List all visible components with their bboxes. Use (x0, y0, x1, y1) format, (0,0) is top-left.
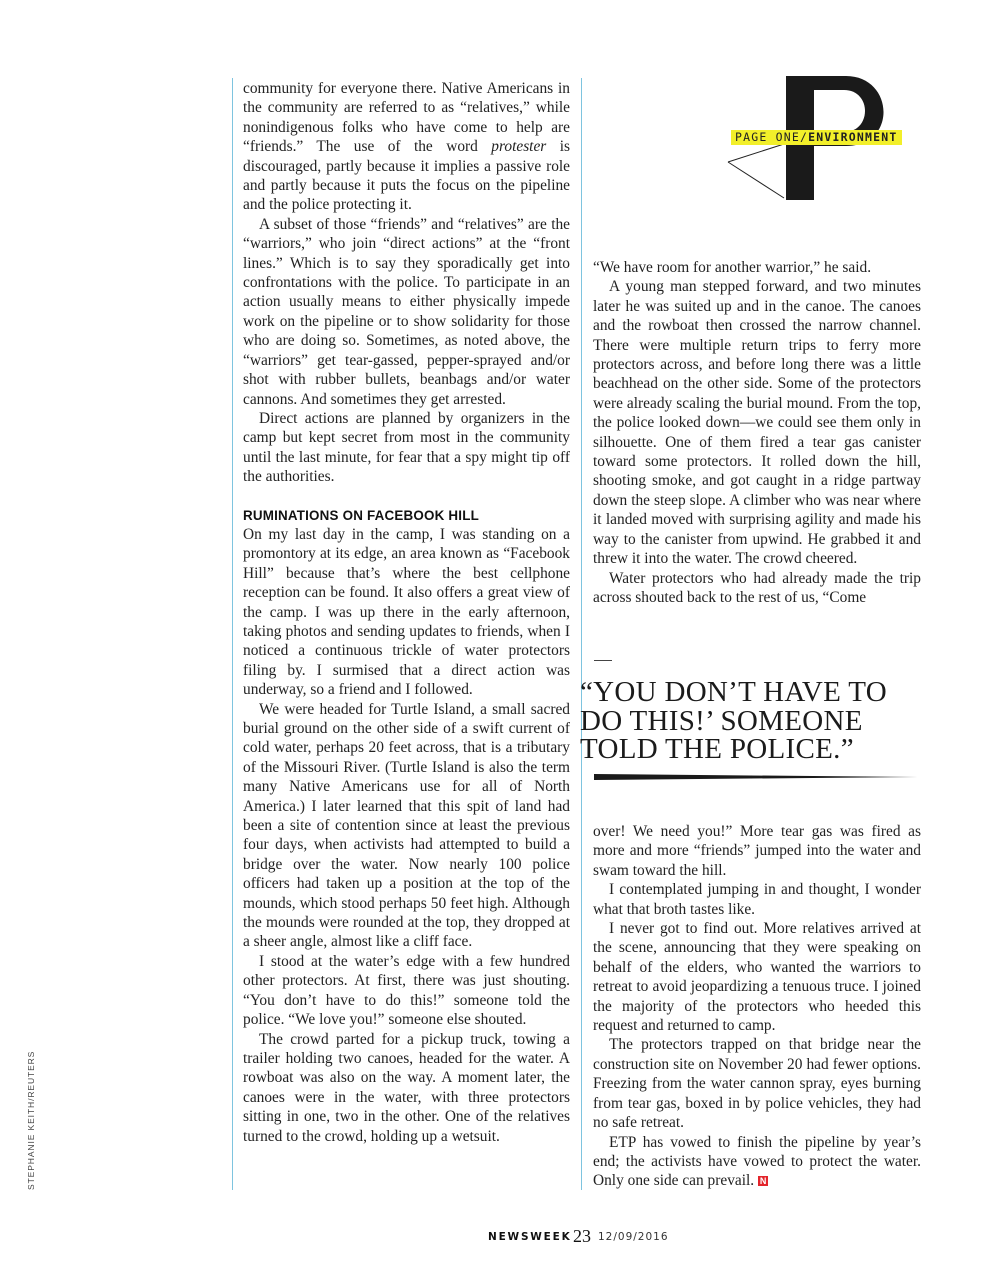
paragraph: The protectors trapped on that bridge near the construction site on November 20 had fewer options. Freezing from the water cannon spray, eyes burning from tear gas, boxed in by police vehicles, they had no safe retreat. (593, 1036, 921, 1132)
paragraph-text: is discouraged, partly because it implies a passive role and partly because it puts the focus on the pipeline and the police protecting it. (243, 138, 570, 214)
pull-quote-dash (594, 660, 612, 661)
pull-quote-rule (594, 772, 918, 782)
pull-quote: “YOU DON’T HAVE TO DO THIS!’ SOMEONE TOLD THE POLICE.” (580, 676, 887, 765)
newsweek-end-mark-icon: N (759, 1176, 767, 1187)
issue-date: 12/09/2016 (598, 1231, 669, 1243)
column-rule-middle (581, 78, 582, 1190)
article-column-left (243, 79, 570, 1146)
paragraph: On my last day in the camp, I was standing on a promontory at its edge, an area known as “Facebook Hill” because that’s where the best cellphone reception can be found. It also offers a great view of the camp. I was up there in the early afternoon, taking photos and sending updates to friends, when I noticed a continuous trickle of water protectors filing by. I surmised that a direct action was underway, so a friend and I followed. (243, 525, 570, 699)
section-environment: ENVIRONMENT (808, 130, 898, 144)
paragraph (243, 79, 570, 215)
paragraph: A subset of those “friends” and “relatives” are the “warriors,” who join “direct actions” at the “front lines.” Which is to say they sporadically get into confrontations with the police. To participate in an action usually means to either physically impede work on the pipeline or to show solidarity for those who are doing so. Sometimes, as noted above, the “warriors” get tear-gassed, pepper-sprayed and/or shot with rubber bullets, beanbags and/or water cannons. And sometimes they get arrested. (243, 215, 570, 408)
paragraph: I stood at the water’s edge with a few hundred other protectors. At first, there was just shouting. “You don’t have to do this!” someone told the police. “We love you!” someone else shouted. (243, 952, 570, 1029)
paragraph: “We have room for another warrior,” he said. (593, 259, 872, 276)
footer-brand: NEWSWEEK (488, 1231, 572, 1243)
section-separator: / (800, 130, 809, 144)
paragraph: Water protectors who had already made the trip across shouted back to the rest of us, “Come (593, 569, 921, 606)
paragraph: I never got to find out. More relatives arrived at the scene, announcing that they were speaking on behalf of the elders, who wanted the warriors to retreat to avoid jeopardizing a tenuous truce. I joined the majority of the protectors who heeded this request and returned to camp. (593, 920, 921, 1035)
page-number: 23 (573, 1226, 591, 1246)
subhead: RUMINATIONS ON FACEBOOK HILL (243, 507, 479, 523)
paragraph: The crowd parted for a pickup truck, towing a trailer holding two canoes, headed for the water. A rowboat was also on the way. A moment later, the canoes were in the water, with three protectors sitting in one, two in the other. One of the relatives turned to the crowd, holding up a wetsuit. (243, 1030, 570, 1145)
column-rule-left (232, 78, 233, 1190)
paragraph: I contemplated jumping in and thought, I wonder what that broth tastes like. (593, 881, 921, 918)
page-footer (0, 1227, 991, 1247)
paragraph (593, 1133, 921, 1191)
section-label (731, 130, 902, 145)
paragraph: over! We need you!” More tear gas was fired as more and more “friends” jumped into the water and swam toward the hill. (593, 823, 921, 879)
paragraph: A young man stepped forward, and two minutes later he was suited up and in the canoe. The canoes and the rowboat then crossed the narrow channel. There were multiple return trips to ferry more protectors across, and before long there was a little beachhead on the other side. Some of the protectors were already scaling the burial mound. From the top, the police looked down—we could see them only in silhouette. One of them fired a tear gas canister toward some protectors. It rolled down the hill, shooting smoke, and got caught in a ridge partway down the steep slope. A climber who was near where it landed moved with surprising agility and made his way to the canister from upwind. He grabbed it and threw it into the water. The crowd cheered. (593, 278, 921, 568)
article-column-right-bottom (593, 822, 921, 1191)
emphasis-protester: protester (491, 138, 547, 156)
paragraph: Direct actions are planned by organizers in the camp but kept secret from most in the community until the last minute, for fear that a spy might tip off the authorities. (243, 409, 570, 486)
paragraph-text: community for everyone there. Native Americans in the community are referred to as “relatives,” while nonindigenous folks who have come to help are “friends.” The use of the word (243, 80, 570, 156)
section-page-one: PAGE ONE (735, 130, 800, 144)
article-column-right-top (593, 258, 921, 607)
paragraph: We were headed for Turtle Island, a small sacred burial ground on the other side of a swift current of cold water, perhaps 20 feet across, that is a tributary of the Missouri River. (Turtle Island is also the term many Native Americans use for all of North America.) I later learned that this spit of land had been a site of contention since at least the previous four days, when activists had attempted to build a bridge over the water. Now nearly 100 police officers had taken up a position at the top of the mounds, which stood perhaps 50 feet high. Although the mounds were rounded at the top, they dropped at a sheer angle, almost like a cliff face. (243, 700, 570, 951)
paragraph-text: ETP has vowed to finish the pipeline by year’s end; the activists have vowed to protect the water. Only one side can prevail. (593, 1133, 921, 1190)
photo-credit: STEPHANIE KEITH/REUTERS (26, 1050, 36, 1190)
